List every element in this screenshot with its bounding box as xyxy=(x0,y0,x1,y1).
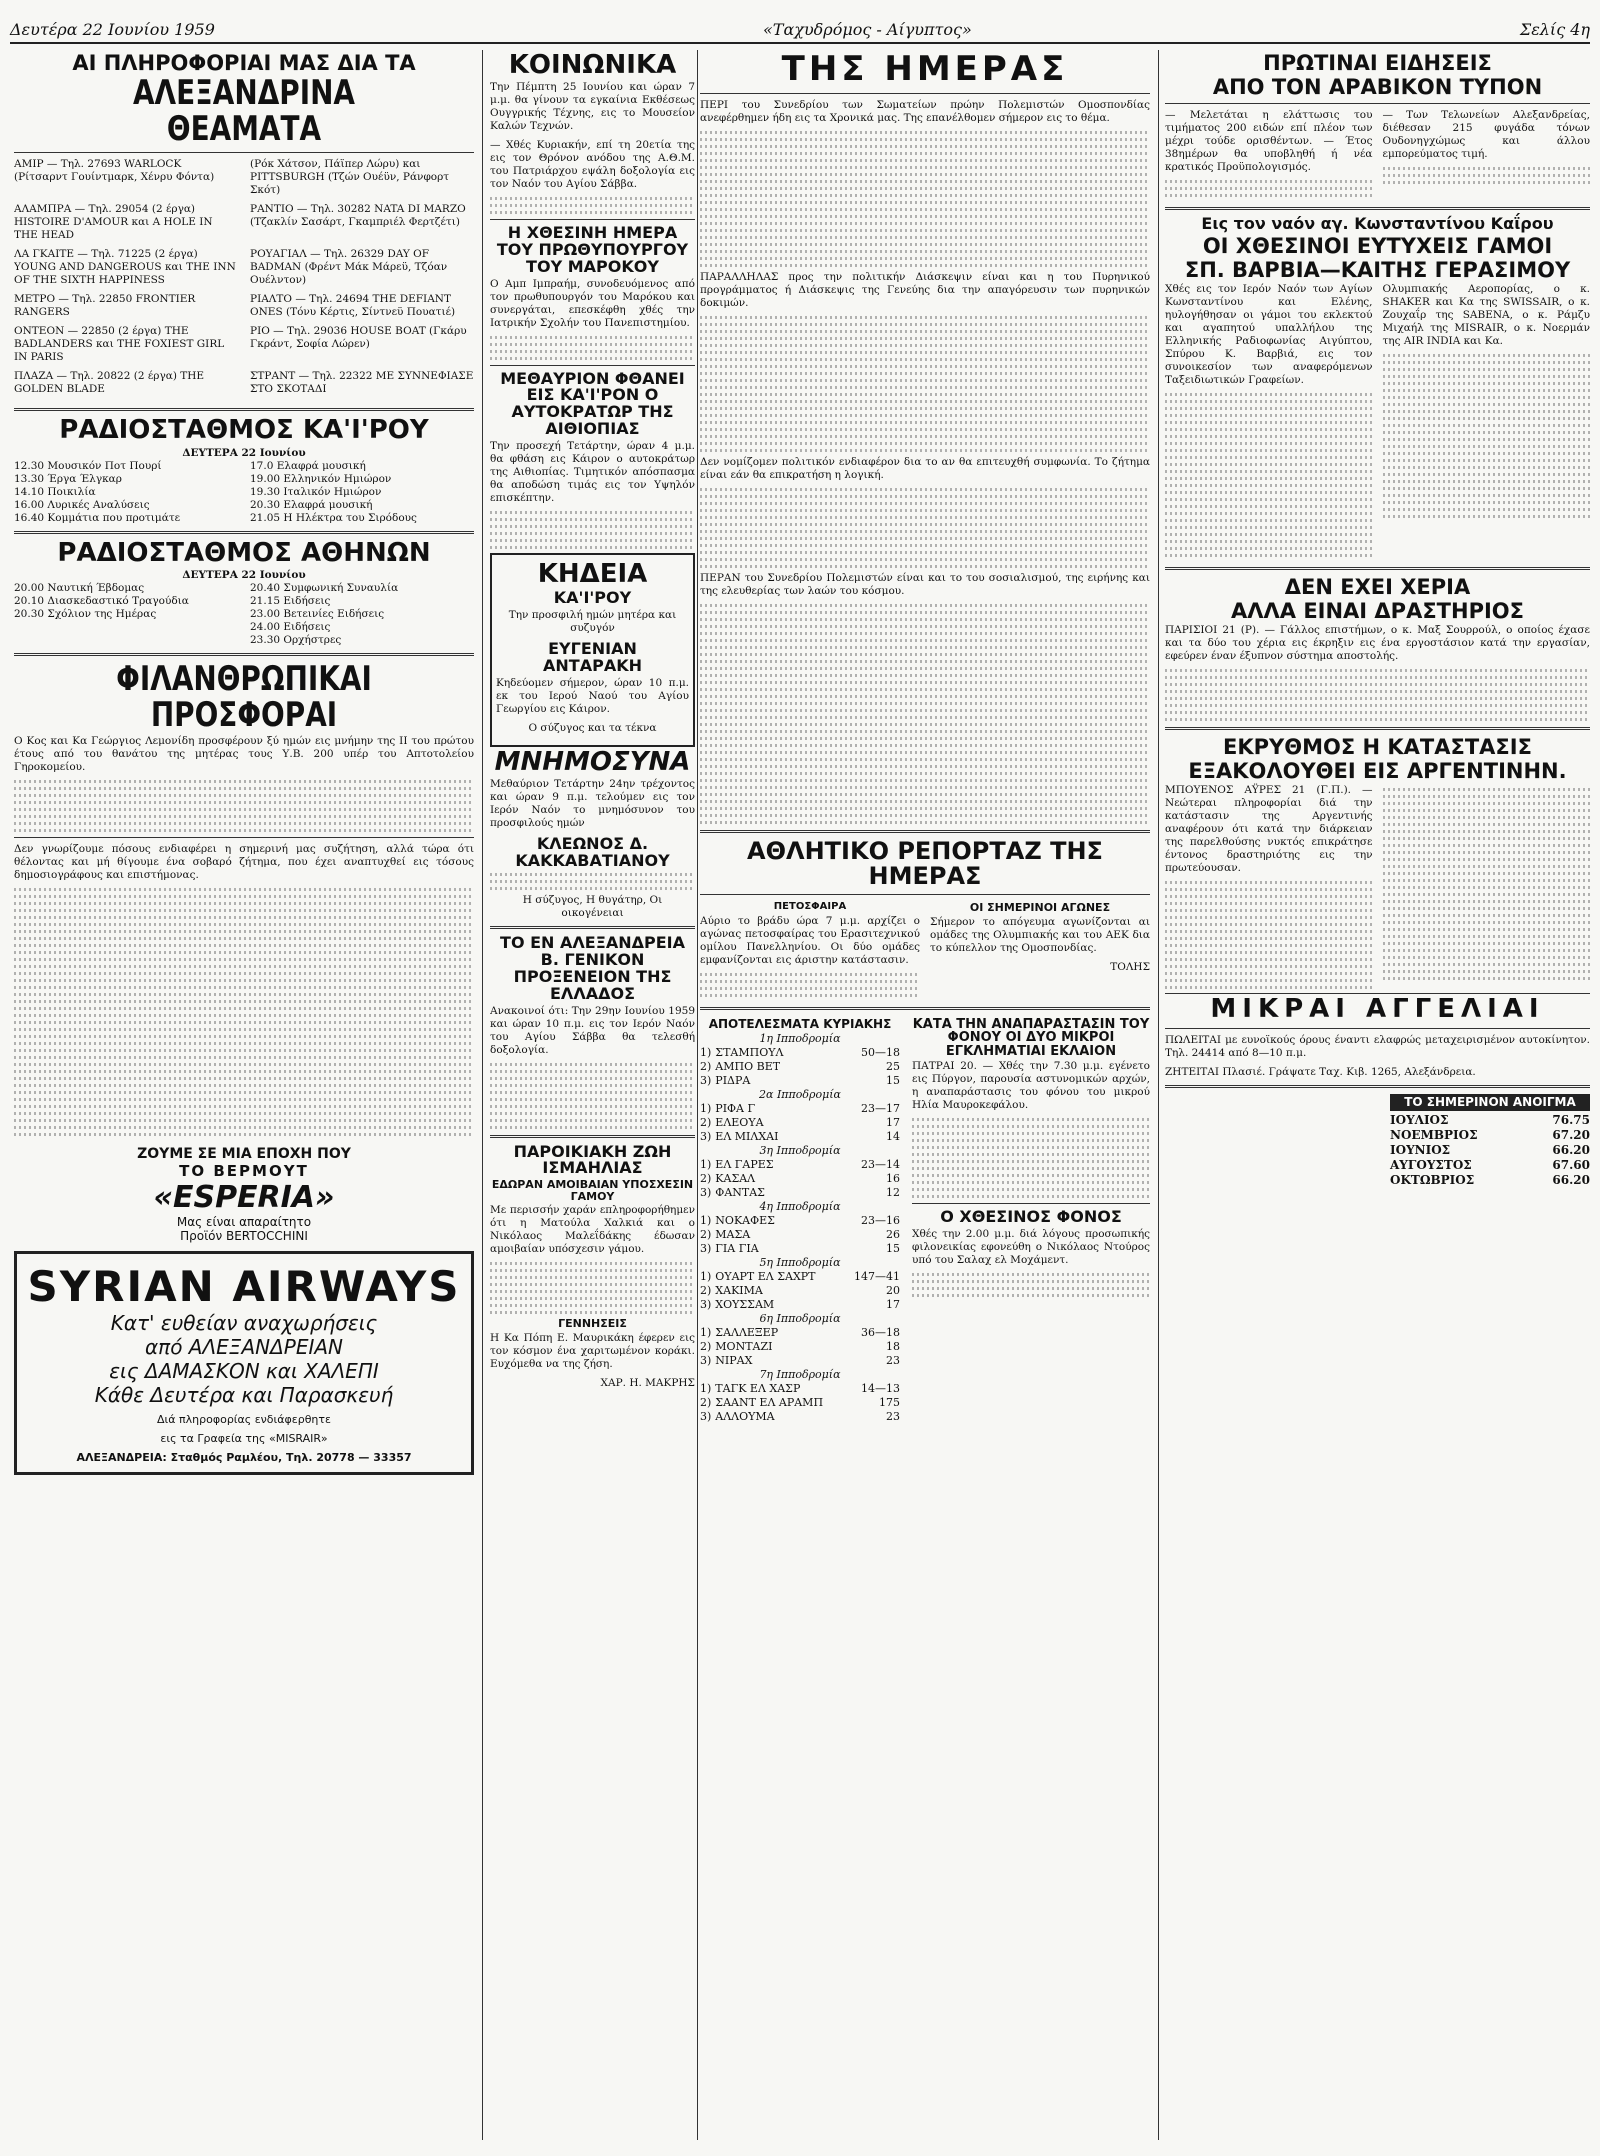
race-payout: 147—41 xyxy=(854,1270,900,1284)
horse-name: ΧΟΥΣΣΑΜ xyxy=(715,1298,775,1312)
esperia-advert xyxy=(14,1146,474,1243)
radio-athens-heading: ΡΑΔΙΟΣΤΑΘΜΟΣ ΑΘΗΝΩΝ xyxy=(57,537,431,568)
race-payout: 16 xyxy=(886,1172,900,1186)
quote-row xyxy=(1390,1143,1590,1158)
race-payout: 14—13 xyxy=(861,1382,900,1396)
race-position: 2) xyxy=(700,1116,712,1130)
horse-name: ΕΛ ΓΑΡΕΣ xyxy=(715,1158,774,1172)
listing-item: ΡΙΟ — Τηλ. 29036 HOUSE BOAT (Γκάρυ Γκράντ, Σοφία Λώρεν) xyxy=(250,325,467,351)
schedule-item: 13.30 Έργα Έλγκαρ xyxy=(14,472,122,485)
weddings-text-2: Ολυμπιακής Αεροπορίας, ο κ. SHAKER και Κα της SWISSAIR, ο κ. Ζουχαΐρ της SABENA, ο κ. Ράμζυ Μιχαήλ της MISRAIR, ο κ. Νοερμάν της AIR INDIA και Κα. xyxy=(1382,282,1590,347)
philanthropy-text: Ο Κος και Κα Γεώργιος Λεμονίδη προσφέρουν ξύ ημών εις μνήμην της ΙΙ του πρώτου έτους από του θανάτου της μητέρας τους Υ.Β. 200 υπέρ του Απτοτολείου Γηροκομείου. xyxy=(14,735,474,774)
radio-athens-day: ΔΕΥΤΕΡΑ 22 Ιουνίου xyxy=(182,569,306,582)
race-result-row xyxy=(700,1214,900,1228)
race-result-row xyxy=(700,1074,900,1088)
consulate-heading: ΤΟ ΕΝ ΑΛΕΞΑΝΔΡΕΙΑ Β. ΓΕΝΙΚΟΝ ΠΡΟΞΕΝΕΙΟΝ ΤΗΣ ΕΛΛΑΔΟΣ xyxy=(500,933,685,1003)
social-heading: ΚΟΙΝΩΝΙΚΑ xyxy=(508,50,677,80)
church-heading: Εις τον ναόν αγ. Κωνσταντίνου Καΐρου xyxy=(1201,214,1554,234)
horse-name: ΦΑΝΤΑΣ xyxy=(715,1186,765,1200)
race-label: 7η Ιπποδρομία xyxy=(759,1368,841,1382)
race-result-row xyxy=(700,1410,900,1424)
listing-item: ΜΕΤΡΟ — Τηλ. 22850 FRONTIER RANGERS xyxy=(14,293,196,319)
horse-name: ΡΙΔΡΑ xyxy=(715,1074,751,1088)
classifieds xyxy=(1165,993,1590,1079)
quote-row xyxy=(1390,1173,1590,1188)
race-label: 1η Ιπποδρομία xyxy=(759,1032,841,1046)
no-hands-heading-2: ΑΛΛΑ ΕΙΝΑΙ ΔΡΑΣΤΗΡΙΟΣ xyxy=(1231,599,1524,624)
classifieds-text-2: ΖΗΤΕΙΤΑΙ Πλασιέ. Γράψατε Ταχ. Κιβ. 1265, Αλεξάνδρεια. xyxy=(1165,1066,1476,1079)
argentina-heading-1: ΕΚΡΥΘΜΟΣ Η ΚΑΤΑΣΤΑΣΙΣ xyxy=(1223,735,1532,760)
masthead-page: Σελίς 4η xyxy=(1519,20,1590,39)
race-result-row xyxy=(700,1186,900,1200)
race-payout: 15 xyxy=(886,1242,900,1256)
race-position: 3) xyxy=(700,1298,712,1312)
syrian-line-1: Κατ' ευθείαν αναχωρήσεις xyxy=(110,1311,378,1336)
syrian-small-1: Διά πληροφορίας ενδιάφερθητε xyxy=(157,1413,331,1427)
listing-item: ΑΛΑΜΠΡΑ — Τηλ. 29054 (2 έργα) HISTOIRE D'AMOUR και A HOLE IN THE HEAD xyxy=(14,203,213,242)
sport-author: ΠΕΤΟΣΦΑΙΡΑ xyxy=(773,901,847,913)
schedule-item: 23.00 Βετεινίες Ειδήσεις xyxy=(250,608,385,621)
race-label: 4η Ιπποδρομία xyxy=(759,1200,841,1214)
horse-name: ΡΙΦΑ Γ xyxy=(715,1102,756,1116)
births-author: ΧΑΡ. Η. ΜΑΚΡΗΣ xyxy=(600,1376,695,1389)
no-hands-heading-1: ΔΕΝ ΕΧΕΙ ΧΕΡΙΑ xyxy=(1284,574,1471,599)
listing-item: ΣΤΡΑΝΤ — Τηλ. 22322 ΜΕ ΣΥΝΝΕΦΙΑΣΕ ΣΤΟ ΣΚΟΤΑΔΙ xyxy=(250,370,474,396)
race-position: 1) xyxy=(700,1046,712,1060)
race-position: 1) xyxy=(700,1102,712,1116)
esperia-line-4: Μας είναι απαραίτητο xyxy=(176,1215,312,1230)
masthead xyxy=(10,18,1590,44)
race-position: 3) xyxy=(700,1354,712,1368)
race-result-row xyxy=(700,1130,900,1144)
horse-name: ΣΑΑΝΤ ΕΛ ΑΡΑΜΠ xyxy=(715,1396,824,1410)
syrian-airways-brand: SYRIAN AIRWAYS xyxy=(27,1262,461,1312)
funeral-name: ΕΥΓΕΝΙΑΝ ΑΝΤΑΡΑΚΗ xyxy=(543,638,642,675)
race-payout: 14 xyxy=(886,1130,900,1144)
race-results-heading: ΑΠΟΤΕΛΕΣΜΑΤΑ ΚΥΡΙΑΚΗΣ xyxy=(708,1016,892,1031)
quote-row xyxy=(1390,1128,1590,1143)
horse-name: ΝΟΚΑΦΕΣ xyxy=(715,1214,775,1228)
race-position: 3) xyxy=(700,1130,712,1144)
philanthropy-heading: ΦΙΛΑΝΘΡΩΠΙΚΑΙ ΠΡΟΣΦΟΡΑΙ xyxy=(116,659,372,735)
cotton-quotes xyxy=(1390,1094,1590,1188)
esperia-line-5: Προϊόν BERTOCCHINI xyxy=(180,1229,308,1244)
classifieds-text: ΠΩΛΕΙΤΑΙ με ευνοϊκούς όρους έναντι ελαφρώς μεταχειρισμένον αυτοκίνητον. Τηλ. 24414 από 8—10 π.μ. xyxy=(1165,1034,1590,1060)
schedule-item: 16.00 Λυρικές Αναλύσεις xyxy=(14,498,150,511)
race-payout: 23 xyxy=(886,1410,900,1424)
arab-press-text: — Μελετάται η ελάττωσις του τιμήματος 200 ειδών επί πλέον των μέχρι τούδε ορισθέντων. — Έτος 38ημέρων θα υποβληθή ή νέα κρατικός Προϋπολογισμός. xyxy=(1165,109,1373,174)
weddings-heading: ΟΙ ΧΘΕΣΙΝΟΙ ΕΥΤΥΧΕΙΣ ΓΑΜΟΙ xyxy=(1202,233,1553,258)
race-position: 3) xyxy=(700,1074,712,1088)
sport-text: Αύριο το βράδυ ώρα 7 μ.μ. αρχίζει ο αγώνας πετοσφαίρας του Ερασιτεχνικού ομίλου Πανελληνίου. Οι δύο ομάδες εμφανίζονται εις άριστην κατάστασιν. xyxy=(700,914,920,966)
quote-value: 76.75 xyxy=(1552,1113,1590,1128)
social-text-1: Την Πέμπτη 25 Ιουνίου και ώραν 7 μ.μ. θα γίνουν τα εγκαίνια Εκθέσεως Ουγγρικής Τέχνης, εις το Μουσείον Καλών Τεχνών. xyxy=(490,81,695,133)
esperia-line-1: ΖΟΥΜΕ ΣΕ ΜΙΑ ΕΠΟΧΗ ΠΟΥ xyxy=(137,1146,351,1163)
schedule-item: 19.30 Ιταλικόν Ημιώρον xyxy=(250,485,382,498)
race-label: 6η Ιπποδρομία xyxy=(759,1312,841,1326)
race-payout: 175 xyxy=(879,1396,900,1410)
race-label: 5η Ιπποδρομία xyxy=(759,1256,841,1270)
masthead-paper: «Ταχυδρόμος - Αίγυπτος» xyxy=(762,20,972,39)
esperia-brand: «ESPERIA» xyxy=(153,1180,335,1216)
horse-name: ΕΛ ΜΙΛΧΑΙ xyxy=(715,1130,779,1144)
argentina-text: ΜΠΟΥΕΝΟΣ ΑΫΡΕΣ 21 (Γ.Π.). — Νεώτεραι πληροφορίαι διά την κατάστασιν της Αργεντινής αναφέρουν ότι κατά την διάρκειαν της παρελθούσης νυκτός επικράτησε έντονος δραστηριότης εις την πρωτεύουσαν. xyxy=(1165,784,1373,875)
horse-name: ΝΙΡΑΧ xyxy=(715,1354,753,1368)
race-result-row xyxy=(700,1172,900,1186)
listing-item: ΟΝΤΕΟΝ — 22850 (2 έργα) THE BADLANDERS και THE FOXIEST GIRL IN PARIS xyxy=(14,325,225,364)
esperia-line-2: ΤΟ ΒΕΡΜΟΥΤ xyxy=(179,1162,309,1181)
race-payout: 23—16 xyxy=(861,1214,900,1228)
funeral-city: ΚΑ'Ι'ΡΟΥ xyxy=(553,588,632,608)
quote-value: 66.20 xyxy=(1552,1143,1590,1158)
race-result-row xyxy=(700,1270,900,1284)
race-position: 2) xyxy=(700,1284,712,1298)
weddings-names: ΣΠ. ΒΑΡΒΙΑ—ΚΑΙΤΗΣ ΓΕΡΑΣΙΜΟΥ xyxy=(1184,257,1571,282)
listing-item: ΛΑ ΓΚΑΙΤΕ — Τηλ. 71225 (2 έργα) YOUNG AND DANGEROUS και THE INN OF THE SIXTH HAPPINESS xyxy=(14,248,236,287)
race-result-row xyxy=(700,1284,900,1298)
race-position: 3) xyxy=(700,1242,712,1256)
masthead-date: Δευτέρα 22 Ιουνίου 1959 xyxy=(10,20,215,39)
syrian-airways-advert xyxy=(14,1251,474,1475)
race-position: 2) xyxy=(700,1396,712,1410)
of-the-day-text-3: Δεν νομίζομεν πολιτικόν ενδιαφέρον δια το αν θα επιτευχθή συμφωνία. Το ζήτημα είναι εάν θα επικρατήση η λογική. xyxy=(700,455,1150,481)
listing-item: (Ρόκ Χάτσον, Πάϊπερ Λώρυ) και PITTSBURGH (Τζών Ουέϋν, Ράνφορτ Σκότ) xyxy=(250,158,450,197)
quote-row xyxy=(1390,1113,1590,1128)
schedule-item: 20.40 Συμφωνική Συναυλία xyxy=(250,582,399,595)
patras-text: ΠΑΤΡΑΙ 20. — Χθές την 7.30 μ.μ. εγένετο εις Πύργον, παρουσία αστυνομικών αρχών, η αναπαράστασις του φόνου του μικρού Ηλία Μαυροκεφάλου. xyxy=(912,1060,1150,1112)
race-payout: 23—17 xyxy=(861,1102,900,1116)
syrian-small-3: ΑΛΕΞΑΝΔΡΕΙΑ: Σταθμός Ραμλέου, Τηλ. 20778 — 33357 xyxy=(76,1451,412,1465)
murder-heading: Ο ΧΘΕΣΙΝΟΣ ΦΟΝΟΣ xyxy=(940,1207,1122,1227)
of-the-day-heading: ΤΗΣ ΗΜΕΡΑΣ xyxy=(781,50,1069,89)
race-result-row xyxy=(700,1298,900,1312)
column-divider xyxy=(482,50,483,2140)
funeral-text: Κηδεύομεν σήμερον, ώραν 10 π.μ. εκ του Ιερού Ναού του Αγίου Γεωργίου εις Κάιρον. xyxy=(496,676,689,715)
race-position: 1) xyxy=(700,1326,712,1340)
quote-value: 67.20 xyxy=(1552,1128,1590,1143)
race-result-row xyxy=(700,1102,900,1116)
listing-item: ΑΜΙΡ — Τηλ. 27693 WARLOCK (Ρίτσαρντ Γουίντμαρκ, Χένρυ Φόντα) xyxy=(14,158,215,184)
schedule-item: 12.30 Μουσικόν Ποτ Πουρί xyxy=(14,459,162,472)
sport-sign: ΤΟΛΗΣ xyxy=(1110,960,1150,973)
theatre-listings xyxy=(14,158,474,402)
sport-heading: ΑΘΛΗΤΙΚΟ ΡΕΠΟΡΤΑΖ ΤΗΣ ΗΜΕΡΑΣ xyxy=(747,836,1103,890)
horse-name: ΣΑΛΛΕΞΕΡ xyxy=(715,1326,779,1340)
of-the-day-text-1: ΠΕΡΙ του Συνεδρίου των Σωματείων πρώην Πολεμιστών Ομοσπονδίας ανεφέρθημεν ήδη εις τα Χρονικά μας. Της επανέλθομεν σήμερον εις το θέμα. xyxy=(700,98,1150,124)
race-position: 3) xyxy=(700,1186,712,1200)
funeral-notice xyxy=(490,553,695,747)
schedule-item: 20.00 Ναυτική Έβδομας xyxy=(14,582,145,595)
memorials-text: Μεθαύριον Τετάρτην 24ην τρέχοντος και ώραν 9 π.μ. τελούμεν εις τον Ιερόν Ναόν το μνημόσυνον του προσφιλούς ημών xyxy=(490,777,695,829)
listing-item: ΡΑΝΤΙΟ — Τηλ. 30282 NATA DI MARZO (Τζακλίν Σασάρτ, Γκαμπριέλ Φερτζέτι) xyxy=(250,203,466,229)
radio-athens-schedule xyxy=(14,569,474,647)
sport-text-2: Σήμερον το απόγευμα αγωνίζονται αι ομάδες της Ολυμπιακής και του ΑΕΚ δια το κύπελλον της Ομοσπονδίας. xyxy=(930,915,1150,954)
race-label: 3η Ιπποδρομία xyxy=(759,1144,841,1158)
schedule-item: 23.30 Ορχήστρες xyxy=(250,634,342,647)
column-3 xyxy=(700,50,1150,2140)
schedule-item: 19.00 Ελληνικόν Ημιώρον xyxy=(250,472,392,485)
funeral-heading: ΚΗΔΕΙΑ xyxy=(537,558,648,589)
schedule-item: 20.30 Ελαφρά μουσική xyxy=(250,498,373,511)
syrian-line-4: Κάθε Δευτέρα και Παρασκευή xyxy=(94,1383,394,1408)
radio-cairo-schedule xyxy=(14,447,474,525)
of-the-day-text-4: ΠΕΡΑΝ του Συνεδρίου Πολεμιστών είναι και το του σοσιαλισμού, της ειρήνης και της ελευθερίας των λαών του κόσμου. xyxy=(700,571,1150,597)
race-position: 1) xyxy=(700,1214,712,1228)
race-payout: 17 xyxy=(886,1116,900,1130)
race-position: 1) xyxy=(700,1382,712,1396)
funeral-sign: Ο σύζυγος και τα τέκνα xyxy=(528,721,657,734)
weddings-text: Χθές εις τον Ιερόν Ναόν των Αγίων Κωνσταντίνου και Ελένης, ηυλογήθησαν οι γάμοι του εκλεκτού και αγαπητού υπαλλήλου της Ελληνικής Ραδιοφωνίας Αιγύπτου, Σπύρου Κ. Βαρβιά, εις τον συνοικεσίον των αναφερόμενων Ταξειδιωτικών Γραφείων. xyxy=(1165,282,1373,386)
horse-name: ΑΛΛΟΥΜΑ xyxy=(715,1410,775,1424)
horse-name: ΚΑΣΑΛ xyxy=(715,1172,756,1186)
classifieds-heading: ΜΙΚΡΑΙ ΑΓΓΕΛΙΑΙ xyxy=(1210,994,1545,1025)
race-result-row xyxy=(700,1354,900,1368)
schedule-item: 21.05 Η Ηλέκτρα του Σιρόδους xyxy=(250,511,417,524)
column-article-text: Δεν γνωρίζουμε πόσους ενδιαφέρει η σημερινή μας συζήτηση, αλλά τώρα ότι θέλοντας και μή θίγουμε ένα σοβαρό ζήτημα, που έχει αναπτυχθεί εις τόσους δημοσιογράφους και επιστήμονας. xyxy=(14,843,474,882)
memorials-name: ΚΛΕΩΝΟΣ Δ. ΚΑΚΚΑΒΑΤΙΑΝΟΥ xyxy=(515,833,670,870)
race-payout: 23—14 xyxy=(861,1158,900,1172)
theatres-heading-1: ΑΙ ΠΛΗΡΟΦΟΡΙΑΙ ΜΑΣ ΔΙΑ ΤΑ xyxy=(72,51,416,75)
race-payout: 12 xyxy=(886,1186,900,1200)
ismailia-heading: ΠΑΡΟΙΚΙΑΚΗ ΖΩΗ ΙΣΜΑΗΛΙΑΣ xyxy=(513,1141,672,1178)
race-results xyxy=(700,1016,900,1425)
morocco-text: Ο Αμπ Ιμπραήμ, συνοδευόμενος από τον πρωθυπουργόν του Μαρόκου και συνεργάται, επεσκέφθη χθές την Ιατρικήν Σχολήν του Πανεπιστημίου. xyxy=(490,277,695,329)
race-payout: 20 xyxy=(886,1284,900,1298)
race-result-row xyxy=(700,1046,900,1060)
race-result-row xyxy=(700,1396,900,1410)
quote-value: 67.60 xyxy=(1552,1158,1590,1173)
column-divider xyxy=(697,50,698,2140)
race-position: 2) xyxy=(700,1172,712,1186)
ethiopia-heading: ΜΕΘΑΥΡΙΟΝ ΦΘΑΝΕΙ ΕΙΣ ΚΑ'Ι'ΡΟΝ Ο ΑΥΤΟΚΡΑΤΩΡ ΤΗΣ ΑΙΘΙΟΠΙΑΣ xyxy=(500,368,685,439)
listing-item: ΡΟΥΑΓΙΑΛ — Τηλ. 26329 DAY OF BADMAN (Φρέντ Μάκ Μάρεϋ, Τζόαν Ουέλντον) xyxy=(250,248,448,287)
quote-month: ΑΥΓΟΥΣΤΟΣ xyxy=(1390,1158,1472,1173)
race-position: 3) xyxy=(700,1410,712,1424)
race-payout: 25 xyxy=(886,1060,900,1074)
murder-text: Χθές την 2.00 μ.μ. διά λόγους προσωπικής φιλονεικίας εφονεύθη ο Νικόλαος Ντούρος υπό του Σαλαχ ελ Μοχάμεντ. xyxy=(912,1228,1150,1267)
syrian-small-2: εις τα Γραφεία της «MISRAIR» xyxy=(160,1432,328,1446)
race-position: 1) xyxy=(700,1270,712,1284)
race-result-row xyxy=(700,1242,900,1256)
argentina-heading-2: ΕΞΑΚΟΛΟΥΘΕΙ ΕΙΣ ΑΡΓΕΝΤΙΝΗΝ. xyxy=(1188,759,1567,784)
column-divider xyxy=(1158,50,1159,2140)
race-payout: 15 xyxy=(886,1074,900,1088)
horse-name: ΧΑΚΙΜΑ xyxy=(715,1284,763,1298)
ismailia-text: Με περισσήν χαράν επληροφορήθημεν ότι η Ματούλα Χαλκιά και ο Νικόλαος Μαλεΐδάκης έδωσαν αμοιβαίαν υπόσχεσιν γάμου. xyxy=(490,1204,695,1256)
horse-name: ΤΑΓΚ ΕΛ ΧΑΣΡ xyxy=(715,1382,801,1396)
consulate-text: Ανακοινοί ότι: Την 29ην Ιουνίου 1959 και ώραν 10 π.μ. εις τον Ιερόν Ναόν του Αγίου Σάββα θα τελεσθή δοξολογία. xyxy=(490,1004,695,1056)
race-payout: 18 xyxy=(886,1340,900,1354)
race-result-row xyxy=(700,1340,900,1354)
race-position: 2) xyxy=(700,1228,712,1242)
race-result-row xyxy=(700,1060,900,1074)
race-result-row xyxy=(700,1326,900,1340)
quote-month: ΟΚΤΩΒΡΙΟΣ xyxy=(1390,1173,1475,1188)
arab-press-text-2: — Των Τελωνείων Αλεξανδρείας, διέθεσαν 215 φυγάδα τόνων Ουδονηγχώμως και άλλου εμπορεύματος τιμή. xyxy=(1382,109,1590,161)
quote-row xyxy=(1390,1158,1590,1173)
horse-name: ΜΟΝΤΑΖΙ xyxy=(715,1340,773,1354)
arab-press-heading-2: ΑΠΟ ΤΟΝ ΑΡΑΒΙΚΟΝ ΤΥΠΟΝ xyxy=(1212,75,1543,100)
horse-name: ΓΙΑ ΓΙΑ xyxy=(715,1242,759,1256)
horse-name: ΕΛΕΟΥΑ xyxy=(715,1116,764,1130)
schedule-item: 20.30 Σχόλιον της Ημέρας xyxy=(14,608,157,621)
race-position: 1) xyxy=(700,1158,712,1172)
race-payout: 23 xyxy=(886,1354,900,1368)
horse-name: ΑΜΠΟ ΒΕΤ xyxy=(715,1060,781,1074)
funeral-intro: Την προσφιλή ημών μητέρα και συζυγόν xyxy=(508,608,677,634)
schedule-item: 17.0 Ελαφρά μουσική xyxy=(250,459,366,472)
column-1 xyxy=(14,50,474,2140)
of-the-day-text-2: ΠΑΡΑΛΛΗΛΑΣ προς την πολιτικήν Διάσκεψιν είναι και η του Πυρηνικού προγράμματος ή Διάσκεψις της Γενεύης δια την απαγόρευσιν των πυρηνικών δοκιμών. xyxy=(700,270,1150,309)
patras-heading: ΚΑΤΑ ΤΗΝ ΑΝΑΠΑΡΑΣΤΑΣΙΝ ΤΟΥ ΦΟΝΟΥ ΟΙ ΔΥΟ ΜΙΚΡΟΙ ΕΓΚΛΗΜΑΤΙΑΙ ΕΚΛΑΙΟΝ xyxy=(912,1016,1150,1059)
race-result-row xyxy=(700,1228,900,1242)
race-position: 2) xyxy=(700,1060,712,1074)
schedule-item: 21.15 Ειδήσεις xyxy=(250,595,331,608)
column-2 xyxy=(490,50,695,2140)
race-label: 2α Ιπποδρομία xyxy=(759,1088,841,1102)
schedule-item: 24.00 Ειδήσεις xyxy=(250,621,331,634)
race-result-row xyxy=(700,1116,900,1130)
listing-item: ΠΛΑΖΑ — Τηλ. 20822 (2 έργα) THE GOLDEN BLADE xyxy=(14,370,205,396)
memorials-sign: Η σύζυγος, Η θυγάτηρ, Οι οικογένειαι xyxy=(522,894,663,920)
theatres-heading-2: ΑΛΕΞΑΝΔΡΙΝΑ ΘΕΑΜΑΤΑ xyxy=(132,73,356,149)
race-result-row xyxy=(700,1382,900,1396)
morocco-heading: Η ΧΘΕΣΙΝΗ ΗΜΕΡΑ ΤΟΥ ΠΡΩΘΥΠΟΥΡΓΟΥ ΤΟΥ ΜΑΡΟΚΟΥ xyxy=(496,223,689,276)
quote-month: ΝΟΕΜΒΡΙΟΣ xyxy=(1390,1128,1478,1143)
radio-cairo-day: ΔΕΥΤΕΡΑ 22 Ιουνίου xyxy=(182,446,306,459)
ismailia-subheading: ΕΔΩΡΑΝ ΑΜΟΙΒΑΙΑΝ ΥΠΟΣΧΕΣΙΝ ΓΑΜΟΥ xyxy=(491,1178,694,1203)
ethiopia-text: Την προσεχή Τετάρτην, ώραν 4 μ.μ. θα φθάση εις Κάιρον ο αυτοκράτωρ της Αιθιοπίας. Τιμητικόν απόσπασμα θα αποδώση τιμάς εις τον Υψηλόν επισκέπτην. xyxy=(490,439,695,504)
arab-press-heading-1: ΠΡΩΤΙΝΑΙ ΕΙΔΗΣΕΙΣ xyxy=(1263,51,1492,75)
memorials-heading: ΜΝΗΜΟΣΥΝΑ xyxy=(494,746,691,777)
horse-name: ΟΥΑΡΤ ΕΛ ΣΑΧΡΤ xyxy=(715,1270,816,1284)
race-result-row xyxy=(700,1158,900,1172)
race-position: 2) xyxy=(700,1340,712,1354)
race-payout: 26 xyxy=(886,1228,900,1242)
column-4 xyxy=(1165,50,1590,2140)
cotton-quotes-heading: ΤΟ ΣΗΜΕΡΙΝΟΝ ΑΝΟΙΓΜΑ xyxy=(1390,1094,1590,1111)
race-payout: 36—18 xyxy=(861,1326,900,1340)
syrian-line-3: εις ΔΑΜΑΣΚΟΝ και ΧΑΛΕΠΙ xyxy=(109,1359,379,1384)
listing-item: ΡΙΑΛΤΟ — Τηλ. 24694 THE DEFIANT ONES (Τόνυ Κέρτις, Σίντνεϋ Πουατιέ) xyxy=(250,293,456,319)
radio-cairo-heading: ΡΑΔΙΟΣΤΑΘΜΟΣ ΚΑ'Ι'ΡΟΥ xyxy=(59,415,429,446)
births-text: Η Κα Πόπη Ε. Μαυρικάκη έφερεν εις τον κόσμον ένα χαριτωμένον κοράκι. Ευχόμεθα να της ζήση. xyxy=(490,1331,695,1370)
quote-value: 66.20 xyxy=(1552,1173,1590,1188)
quote-month: ΙΟΥΝΙΟΣ xyxy=(1390,1143,1451,1158)
births-heading: ΓΕΝΝΗΣΕΙΣ xyxy=(558,1317,627,1331)
social-text-2: — Χθές Κυριακήν, επί τη 20ετία της εις τον Θρόνον ανόδου της Α.Θ.Μ. του Πατριάρχου εψάλη δοξολογία εις τον Ναόν του Αγίου Σάββα. xyxy=(490,139,695,191)
schedule-item: 14.10 Ποικιλία xyxy=(14,485,96,498)
schedule-item: 20.10 Διασκεδαστικό Τραγούδια xyxy=(14,595,189,608)
race-payout: 17 xyxy=(886,1298,900,1312)
sport-subheading: ΟΙ ΣΗΜΕΡΙΝΟΙ ΑΓΩΝΕΣ xyxy=(969,901,1111,915)
race-payout: 50—18 xyxy=(861,1046,900,1060)
syrian-line-2: από ΑΛΕΞΑΝΔΡΕΙΑΝ xyxy=(144,1335,344,1360)
schedule-item: 16.40 Κομμάτια που προτιμάτε xyxy=(14,511,181,524)
quote-month: ΙΟΥΛΙΟΣ xyxy=(1390,1113,1449,1128)
no-hands-text: ΠΑΡΙΣΙΟΙ 21 (Ρ). — Γάλλος επιστήμων, ο κ. Μαξ Σουρρούλ, ο οποίος έχασε και τα δύο του χέρια εις έκρηξιν εις ένα εργοστάσιον κατά την εργασίαν, εφεύρεν έναν έξυπνον σύστημα αποστολής. xyxy=(1165,624,1590,663)
horse-name: ΜΑΣΑ xyxy=(715,1228,751,1242)
horse-name: ΣΤΑΜΠΟΥΛ xyxy=(715,1046,784,1060)
